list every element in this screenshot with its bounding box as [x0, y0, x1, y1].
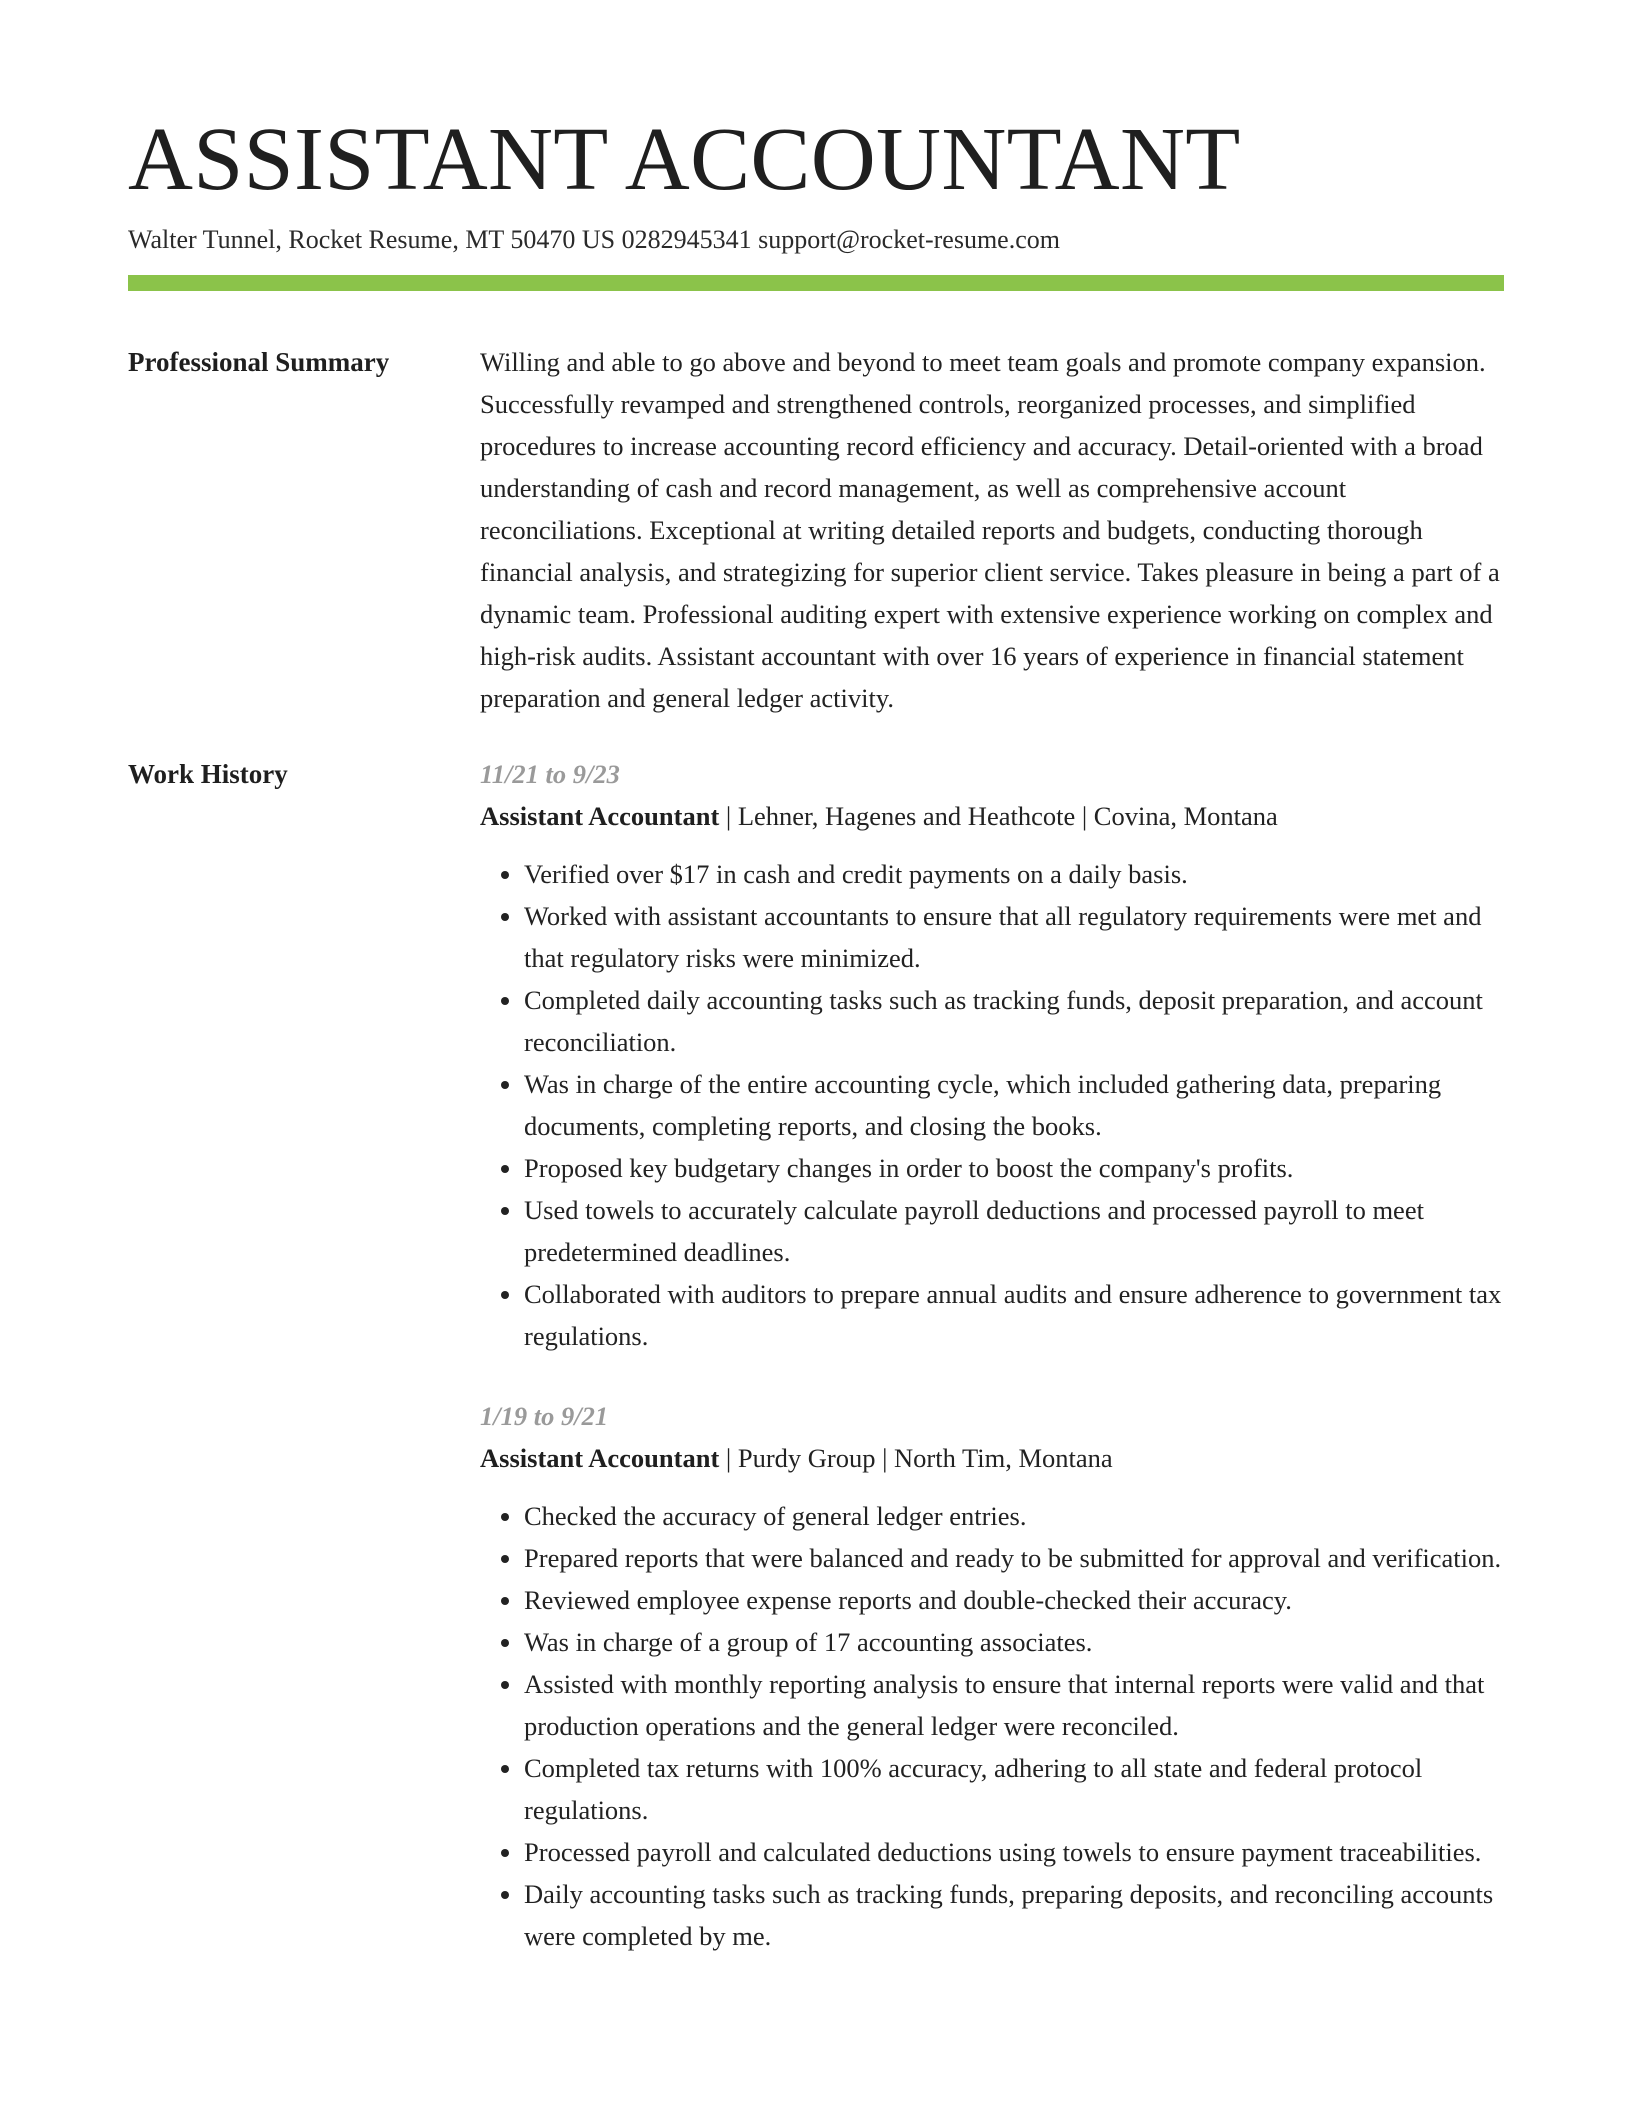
job-bullet: • Worked with assistant accountants to ensure that all regulatory requirements were met and that regulatory risks were minimized. — [524, 895, 1504, 979]
job-separator: | — [875, 1443, 895, 1474]
job-location: North Tim, Montana — [894, 1443, 1113, 1474]
summary-body — [480, 341, 1504, 719]
job-bullet: • Used towels to accurately calculate payroll deductions and processed payroll to meet predetermined deadlines. — [524, 1189, 1504, 1273]
job-company: Purdy Group — [737, 1443, 876, 1474]
job-separator: | — [719, 801, 738, 832]
job-separator: | — [719, 1443, 738, 1474]
job-dates: 1/19 to 9/21 — [480, 1401, 609, 1432]
job-bullet: • Reviewed employee expense reports and double-checked their accuracy. — [524, 1579, 1504, 1621]
job-bullet: • Assisted with monthly reporting analysis to ensure that internal reports were valid and that production operations and the general ledger were reconciled. — [524, 1663, 1504, 1747]
job-bullet-list — [480, 1495, 1504, 1957]
job-bullet: • Processed payroll and calculated deductions using towels to ensure payment traceabilities. — [524, 1831, 1504, 1873]
job-bullet: • Completed tax returns with 100% accuracy, adhering to all state and federal protocol regulations. — [524, 1747, 1504, 1831]
job-entry — [480, 1395, 1504, 1957]
job-dates: 11/21 to 9/23 — [480, 759, 620, 790]
job-separator: | — [1075, 801, 1094, 832]
job-title: Assistant Accountant — [480, 801, 720, 832]
work-history-body — [480, 753, 1504, 1995]
summary-text: Willing and able to go above and beyond to meet team goals and promote company expansion. Successfully revamped and strengthened controls, reorganized processes, and simplified procedures to increase accounting record efficiency and accuracy. Detail-oriented with a broad understanding of cash and record management, as well as comprehensive account reconciliations. Exceptional at writing detailed reports and budgets, conducting thorough financial analysis, and strategizing for superior client service. Takes pleasure in being a part of a dynamic team. Professional auditing expert with extensive experience working on complex and high-risk audits. Assistant accountant with over 16 years of experience in financial statement preparation and general ledger activity. — [480, 347, 1500, 714]
job-bullet-list — [480, 853, 1504, 1357]
job-location: Covina, Montana — [1093, 801, 1278, 832]
job-bullet: • Daily accounting tasks such as tracking funds, preparing deposits, and reconciling accounts were completed by me. — [524, 1873, 1504, 1957]
section-label-summary: Professional Summary — [128, 347, 390, 378]
professional-summary-section — [128, 341, 1504, 719]
job-bullet: • Collaborated with auditors to prepare annual audits and ensure adherence to government tax regulations. — [524, 1273, 1504, 1357]
accent-divider — [128, 275, 1504, 291]
work-history-section — [128, 753, 1504, 1995]
job-bullet: • Proposed key budgetary changes in order to boost the company's profits. — [524, 1147, 1504, 1189]
contact-line: Walter Tunnel, Rocket Resume, MT 50470 US 0282945341 support@rocket-resume.com — [128, 225, 1060, 255]
job-title: Assistant Accountant — [480, 1443, 720, 1474]
job-bullet: • Was in charge of a group of 17 accounting associates. — [524, 1621, 1504, 1663]
job-bullet: • Checked the accuracy of general ledger entries. — [524, 1495, 1504, 1537]
job-bullet: • Verified over $17 in cash and credit payments on a daily basis. — [524, 853, 1504, 895]
job-bullet: • Completed daily accounting tasks such as tracking funds, deposit preparation, and account reconciliation. — [524, 979, 1504, 1063]
job-bullet: • Prepared reports that were balanced and ready to be submitted for approval and verification. — [524, 1537, 1504, 1579]
job-heading — [480, 795, 1504, 837]
section-label-work-history: Work History — [128, 759, 288, 790]
resume-title: ASSISTANT ACCOUNTANT — [128, 110, 1241, 209]
job-heading — [480, 1437, 1504, 1479]
job-entry — [480, 753, 1504, 1357]
job-bullet: • Was in charge of the entire accounting cycle, which included gathering data, preparing documents, completing reports, and closing the books. — [524, 1063, 1504, 1147]
job-company: Lehner, Hagenes and Heathcote — [737, 801, 1076, 832]
